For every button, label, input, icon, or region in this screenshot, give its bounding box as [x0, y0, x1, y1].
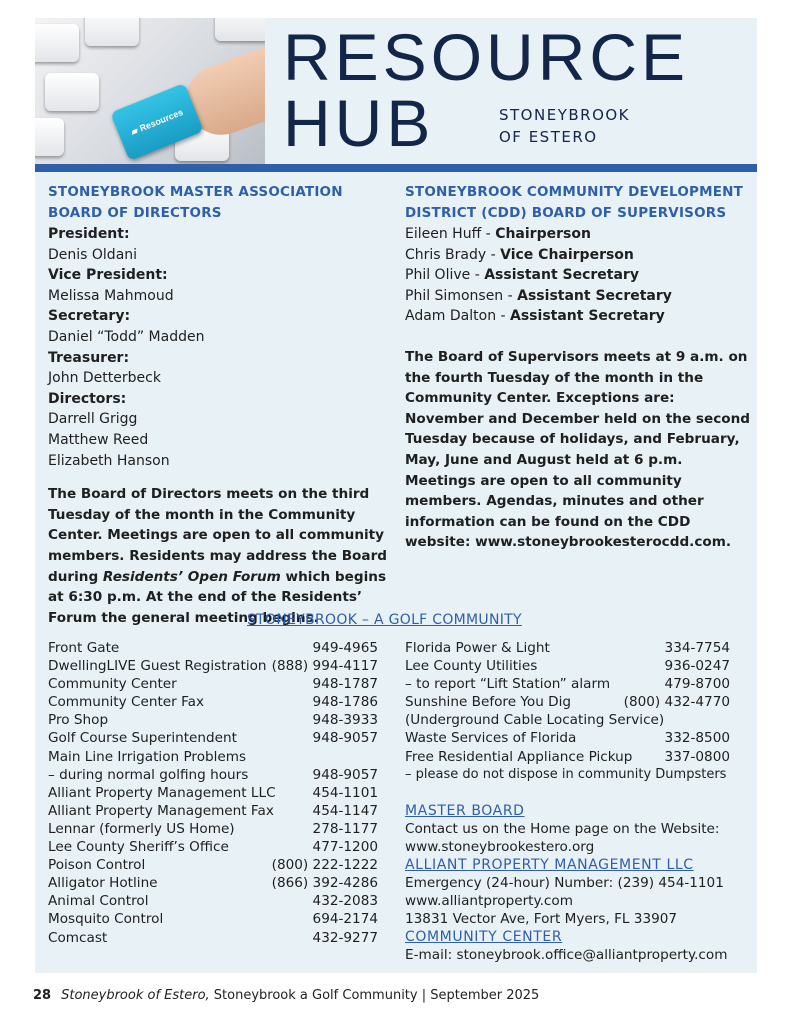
vice-president-label: Vice President: [48, 267, 168, 284]
cdd-member: Eileen Huff - Chairperson [405, 226, 591, 242]
directory-row: Golf Course Superintendent 948-9057 [48, 730, 378, 747]
secretary-name: Daniel “Todd” Madden [48, 328, 205, 345]
phone-directory-right [405, 639, 750, 964]
directory-row: Main Line Irrigation Problems [48, 748, 247, 765]
directory-row: Lee County Sheriff’s Office 477-1200 [48, 839, 378, 856]
phone-directory-left [48, 639, 378, 947]
directory-row: Sunshine Before You Dig (800) 432-4770 [405, 694, 730, 711]
header-divider [35, 164, 757, 172]
resources-key-label: Resources [138, 106, 185, 134]
directory-row: Mosquito Control 694-2174 [48, 911, 378, 928]
master-board-heading: MASTER BOARD [405, 802, 525, 819]
golf-community-heading: STONEYBROOK – A GOLF COMMUNITY [247, 612, 522, 628]
board-meeting-text: The Board of Directors meets on the third Tuesday of the month in the Community Center. Meetings are open to all community members. Residents may address the Board during Residents’ Open Forum which begins at 6:30 p.m. At the end of the Residents’ Forum the general meeting begins. [48, 486, 388, 626]
secretary-label: Secretary: [48, 308, 131, 325]
title-line-1: RESOURCE [283, 20, 690, 94]
alliant-emergency-number: Emergency (24-hour) Number: (239) 454-1101 [405, 874, 724, 891]
master-board-website[interactable]: www.stoneybrookestero.org [405, 838, 595, 855]
directory-row: Alliant Property Management LLC 454-1101 [48, 784, 378, 801]
publication-name: Stoneybrook of Estero, [61, 988, 210, 1003]
cdd-member: Phil Olive - Assistant Secretary [405, 267, 639, 284]
directory-row: Florida Power & Light 334-7754 [405, 640, 730, 656]
directory-row: Free Residential Appliance Pickup 337-0800 [405, 748, 730, 765]
directory-row: Poison Control (800) 222-1222 [48, 857, 378, 874]
cdd-member: Chris Brady - Vice Chairperson [405, 246, 634, 263]
footer-text: Stoneybrook a Golf Community | September 2025 [209, 988, 540, 1003]
director-name: Elizabeth Hanson [48, 452, 170, 469]
subtitle-line-1: STONEYBROOK [499, 106, 631, 124]
directory-row: Lee County Utilities 936-0247 [405, 658, 730, 675]
directors-label: Directors: [48, 390, 127, 407]
alliant-heading: ALLIANT PROPERTY MANAGEMENT LLC [405, 856, 694, 873]
cdd-member: Phil Simonsen - Assistant Secretary [405, 287, 672, 304]
directory-row: – to report “Lift Station” alarm 479-8700 [405, 676, 730, 693]
cdd-section [405, 182, 750, 553]
community-center-email[interactable]: E-mail: stoneybrook.office@alliantproperty.com [405, 947, 728, 964]
vice-president-name: Melissa Mahmoud [48, 287, 174, 304]
director-name: Matthew Reed [48, 431, 149, 448]
page-footer [33, 988, 539, 1003]
supervisors-meeting-text: The Board of Supervisors meets at 9 a.m. on the fourth Tuesday of the month in the Community Center. Exceptions are: November and December held on the second Tuesday because of holidays, and February, May, June and August held at 6 p.m. Meetings are open to all community members. Agendas, minutes and other information can be found on the CDD website: www.stoneybrookesterocdd.com. [405, 348, 751, 551]
directory-row: Community Center Fax 948-1786 [48, 694, 378, 711]
title-line-2: HUB [283, 86, 435, 160]
directory-row: Lennar (formerly US Home) 278-1177 [48, 820, 378, 837]
treasurer-label: Treasurer: [48, 349, 130, 366]
directory-row: Alliant Property Management Fax 454-1147 [48, 802, 378, 819]
cdd-subheading: DISTRICT (CDD) BOARD OF SUPERVISORS [405, 205, 727, 221]
keyboard-photo [35, 18, 265, 165]
directory-note: – please do not dispose in community Dumpsters [405, 766, 727, 782]
subtitle-line-2: OF ESTERO [499, 128, 598, 146]
directory-row: DwellingLIVE Guest Registration (888) 994-4117 [48, 658, 378, 675]
cdd-member: Adam Dalton - Assistant Secretary [405, 308, 665, 325]
master-association-section [48, 182, 393, 628]
directory-row: Alligator Hotline (866) 392-4286 [48, 875, 378, 892]
directory-row: – during normal golfing hours 948-9057 [48, 766, 378, 783]
directory-row: Community Center 948-1787 [48, 676, 378, 693]
directory-row: Pro Shop 948-3933 [48, 712, 378, 729]
alliant-website[interactable]: www.alliantproperty.com [405, 893, 573, 910]
community-center-heading: COMMUNITY CENTER [405, 929, 563, 946]
open-forum-text: Residents’ Open Forum [102, 568, 281, 585]
directory-row: Animal Control 432-2083 [48, 893, 378, 910]
page-number: 28 [33, 988, 52, 1003]
directory-row: Comcast 432-9277 [48, 929, 378, 946]
master-association-subheading: BOARD OF DIRECTORS [48, 205, 222, 221]
directory-row: Front Gate 949-4965 [48, 640, 378, 656]
director-name: Darrell Grigg [48, 411, 138, 428]
directory-row: Waste Services of Florida 332-8500 [405, 730, 730, 747]
cdd-heading: STONEYBROOK COMMUNITY DEVELOPMENT [405, 184, 744, 200]
president-label: President: [48, 226, 130, 242]
directory-note: (Underground Cable Locating Service) [405, 712, 665, 729]
alliant-address: 13831 Vector Ave, Fort Myers, FL 33907 [405, 911, 678, 928]
page-subtitle [499, 104, 630, 148]
master-board-text: Contact us on the Home page on the Website: [405, 820, 720, 837]
treasurer-name: John Detterbeck [48, 370, 161, 387]
president-name: Denis Oldani [48, 246, 138, 263]
master-association-heading: STONEYBROOK MASTER ASSOCIATION [48, 184, 343, 200]
folder-icon: ▰ [129, 123, 142, 137]
